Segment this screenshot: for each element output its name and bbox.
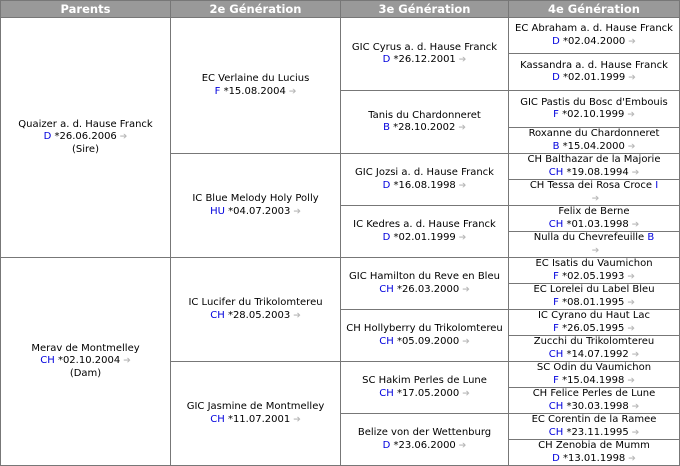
- arrow-right-icon[interactable]: ➔: [627, 323, 635, 334]
- ancestor-name-link[interactable]: Quaizer a. d. Hause Franck: [18, 118, 153, 130]
- country-code: CH: [548, 348, 564, 360]
- ancestor-name-link[interactable]: EC Abraham a. d. Hause Franck: [515, 23, 673, 34]
- birth-date: *02.04.2000: [563, 35, 626, 47]
- gen3-ancestor-cell: [341, 258, 509, 310]
- header-gen2: 2e Génération: [171, 1, 341, 18]
- country-code: D: [382, 231, 391, 243]
- gen3-ancestor-cell: [341, 18, 509, 91]
- arrow-right-icon[interactable]: ➔: [631, 219, 640, 230]
- country-code: B: [647, 232, 655, 243]
- gen4-ancestor-cell: [509, 91, 680, 128]
- country-code: D: [382, 54, 391, 65]
- gen1-ancestor-cell: [1, 18, 171, 258]
- gen2-ancestor-cell: [171, 362, 341, 466]
- ancestor-name-link[interactable]: EC Corentin de la Ramee: [531, 414, 657, 425]
- ancestor-name-link[interactable]: GIC Jasmine de Montmelley: [186, 401, 325, 412]
- birth-date: *26.05.1995: [562, 322, 625, 334]
- birth-date: *15.04.2000: [562, 140, 625, 152]
- birth-date: *05.09.2000: [396, 335, 460, 347]
- birth-date: *26.12.2001: [393, 54, 456, 65]
- birth-date: *01.03.1998: [566, 218, 629, 230]
- birth-date: *28.10.2002: [393, 122, 456, 133]
- ancestor-name-link[interactable]: GIC Hamilton du Reve en Bleu: [349, 271, 500, 282]
- country-code: I: [655, 180, 659, 191]
- gen4-ancestor-cell: [509, 362, 680, 388]
- arrow-right-icon[interactable]: ➔: [119, 132, 128, 143]
- gen4-ancestor-cell: [509, 154, 680, 180]
- ancestor-name-link[interactable]: GIC Jozsi a. d. Hause Franck: [355, 167, 494, 178]
- ancestor-name-link[interactable]: CH Tessa dei Rosa Croce: [529, 180, 653, 191]
- gen4-ancestor-cell: [509, 54, 680, 91]
- gen3-ancestor-cell: [341, 206, 509, 258]
- ancestor-name-link[interactable]: GIC Pastis du Bosc d'Embouis: [520, 96, 668, 108]
- ancestor-name-link[interactable]: Merav de Montmelley: [31, 342, 140, 354]
- arrow-right-icon[interactable]: ➔: [462, 284, 470, 295]
- gen3-ancestor-cell: [341, 310, 509, 362]
- arrow-right-icon[interactable]: ➔: [288, 86, 297, 97]
- country-code: CH: [548, 218, 564, 230]
- gen2-ancestor-cell: [171, 154, 341, 258]
- arrow-right-icon[interactable]: ➔: [462, 336, 470, 347]
- ancestor-name-link[interactable]: Felix de Berne: [558, 206, 630, 217]
- arrow-right-icon[interactable]: ➔: [631, 427, 640, 438]
- country-code: CH: [210, 413, 225, 425]
- country-code: HU: [210, 205, 225, 217]
- parent-role: (Sire): [72, 143, 99, 155]
- gen4-ancestor-cell: [509, 336, 680, 362]
- country-code: CH: [379, 335, 394, 347]
- arrow-right-icon[interactable]: ➔: [631, 401, 640, 412]
- arrow-right-icon[interactable]: ➔: [628, 36, 636, 47]
- country-code: D: [382, 179, 391, 191]
- arrow-right-icon[interactable]: ➔: [628, 453, 636, 464]
- country-code: B: [552, 140, 560, 152]
- arrow-right-icon[interactable]: ➔: [293, 206, 301, 217]
- arrow-right-icon[interactable]: ➔: [458, 440, 467, 451]
- parent-role: (Dam): [69, 367, 102, 379]
- gen4-ancestor-cell: [509, 232, 680, 258]
- gen4-ancestor-cell: [509, 310, 680, 336]
- arrow-right-icon[interactable]: ➔: [458, 180, 467, 191]
- birth-date: *13.01.1998: [563, 452, 626, 464]
- arrow-right-icon[interactable]: ➔: [458, 123, 466, 133]
- birth-date: *23.11.1995: [566, 426, 629, 438]
- country-code: F: [553, 109, 559, 120]
- country-code: D: [552, 72, 560, 83]
- gen1-ancestor-cell: [1, 258, 171, 466]
- arrow-right-icon[interactable]: ➔: [591, 245, 600, 256]
- country-code: D: [382, 439, 391, 451]
- birth-date: *08.01.1995: [562, 296, 625, 308]
- ancestor-name-link[interactable]: Belize von der Wettenburg: [357, 427, 492, 438]
- gen4-ancestor-cell: [509, 258, 680, 284]
- ancestor-name-link[interactable]: GIC Cyrus a. d. Hause Franck: [351, 41, 498, 53]
- country-code: CH: [40, 355, 55, 367]
- birth-date: *26.06.2006: [54, 131, 117, 143]
- ancestor-name-link[interactable]: CH Hollyberry du Trikolomtereu: [346, 323, 503, 334]
- country-code: CH: [379, 387, 394, 399]
- ancestor-name-link[interactable]: Nulla du Chevrefeuille: [533, 232, 645, 243]
- arrow-right-icon[interactable]: ➔: [458, 55, 467, 65]
- country-code: F: [214, 85, 221, 97]
- ancestor-name-link[interactable]: IC Lucifer du Trikolomtereu: [188, 297, 323, 308]
- country-code: F: [553, 322, 559, 334]
- header-gen4: 4e Génération: [509, 1, 680, 18]
- arrow-right-icon[interactable]: ➔: [627, 297, 635, 308]
- arrow-right-icon[interactable]: ➔: [627, 110, 635, 120]
- arrow-right-icon[interactable]: ➔: [627, 141, 636, 152]
- country-code: F: [553, 374, 559, 386]
- gen4-ancestor-cell: [509, 206, 680, 232]
- country-code: CH: [548, 426, 564, 438]
- country-code: CH: [210, 309, 225, 321]
- birth-date: *15.04.1998: [562, 374, 625, 386]
- birth-date: *19.08.1994: [566, 166, 629, 178]
- gen4-ancestor-cell: [509, 180, 680, 206]
- gen4-ancestor-cell: [509, 128, 680, 154]
- birth-date: *17.05.2000: [396, 387, 460, 399]
- birth-date: *02.05.1993: [562, 270, 625, 282]
- ancestor-name-link[interactable]: Tanis du Chardonneret: [368, 109, 481, 121]
- country-code: B: [383, 122, 390, 133]
- birth-date: *14.07.1992: [566, 348, 629, 360]
- ancestor-name-link[interactable]: IC Blue Melody Holy Polly: [192, 193, 319, 204]
- header-row: [1, 1, 680, 18]
- gen2-ancestor-cell: [171, 18, 341, 154]
- arrow-right-icon[interactable]: ➔: [627, 375, 635, 386]
- gen4-ancestor-cell: [509, 18, 680, 54]
- gen3-ancestor-cell: [341, 362, 509, 414]
- arrow-right-icon[interactable]: ➔: [123, 356, 131, 367]
- country-code: D: [552, 452, 560, 464]
- gen4-ancestor-cell: [509, 284, 680, 310]
- ancestor-name-link[interactable]: CH Balthazar de la Majorie: [527, 154, 661, 165]
- birth-date: *02.01.1999: [393, 231, 456, 243]
- pedigree-row: [1, 18, 680, 54]
- arrow-right-icon[interactable]: ➔: [458, 232, 467, 243]
- ancestor-name-link[interactable]: CH Felice Perles de Lune: [532, 388, 656, 399]
- header-parents: Parents: [1, 1, 171, 18]
- arrow-right-icon[interactable]: ➔: [293, 310, 301, 321]
- gen2-ancestor-cell: [171, 258, 341, 362]
- gen4-ancestor-cell: [509, 388, 680, 414]
- arrow-right-icon[interactable]: ➔: [293, 414, 301, 425]
- arrow-right-icon[interactable]: ➔: [631, 349, 640, 360]
- birth-date: *15.08.2004: [223, 85, 286, 97]
- country-code: CH: [548, 400, 564, 412]
- birth-date: *02.10.2004: [57, 355, 121, 367]
- birth-date: *11.07.2001: [227, 413, 291, 425]
- birth-date: *30.03.1998: [566, 400, 629, 412]
- birth-date: *26.03.2000: [396, 283, 460, 295]
- ancestor-name-link[interactable]: Zucchi du Trikolomtereu: [533, 336, 655, 347]
- country-code: CH: [379, 283, 394, 295]
- ancestor-name-link[interactable]: SC Odin du Vaumichon: [536, 362, 652, 373]
- birth-date: *04.07.2003: [228, 205, 291, 217]
- birth-date: *16.08.1998: [393, 179, 456, 191]
- country-code: D: [552, 35, 560, 47]
- country-code: CH: [548, 166, 564, 178]
- birth-date: *02.10.1999: [562, 109, 625, 120]
- country-code: F: [553, 296, 559, 308]
- pedigree-row: [1, 258, 680, 284]
- arrow-right-icon[interactable]: ➔: [631, 167, 640, 178]
- ancestor-name-link[interactable]: IC Cyrano du Haut Lac: [537, 310, 651, 321]
- country-code: D: [43, 131, 52, 143]
- header-gen3: 3e Génération: [341, 1, 509, 18]
- ancestor-name-link[interactable]: SC Hakim Perles de Lune: [362, 375, 487, 386]
- ancestor-name-link[interactable]: Roxanne du Chardonneret: [528, 128, 660, 139]
- ancestor-name-link[interactable]: Kassandra a. d. Hause Franck: [520, 59, 668, 71]
- gen3-ancestor-cell: [341, 154, 509, 206]
- gen4-ancestor-cell: [509, 440, 680, 466]
- arrow-right-icon[interactable]: ➔: [462, 388, 470, 399]
- arrow-right-icon[interactable]: ➔: [628, 73, 636, 83]
- ancestor-name-link[interactable]: EC Verlaine du Lucius: [201, 73, 310, 84]
- gen3-ancestor-cell: [341, 91, 509, 154]
- birth-date: *28.05.2003: [227, 309, 291, 321]
- arrow-right-icon[interactable]: ➔: [591, 193, 600, 204]
- gen3-ancestor-cell: [341, 414, 509, 466]
- ancestor-name-link[interactable]: IC Kedres a. d. Hause Franck: [353, 219, 496, 230]
- ancestor-name-link[interactable]: EC Lorelei du Label Bleu: [533, 284, 655, 295]
- birth-date: *23.06.2000: [393, 439, 456, 451]
- arrow-right-icon[interactable]: ➔: [627, 271, 635, 282]
- country-code: F: [553, 270, 559, 282]
- ancestor-name-link[interactable]: CH Zenobia de Mumm: [538, 440, 650, 451]
- birth-date: *02.01.1999: [563, 72, 626, 83]
- ancestor-name-link[interactable]: EC Isatis du Vaumichon: [535, 258, 653, 269]
